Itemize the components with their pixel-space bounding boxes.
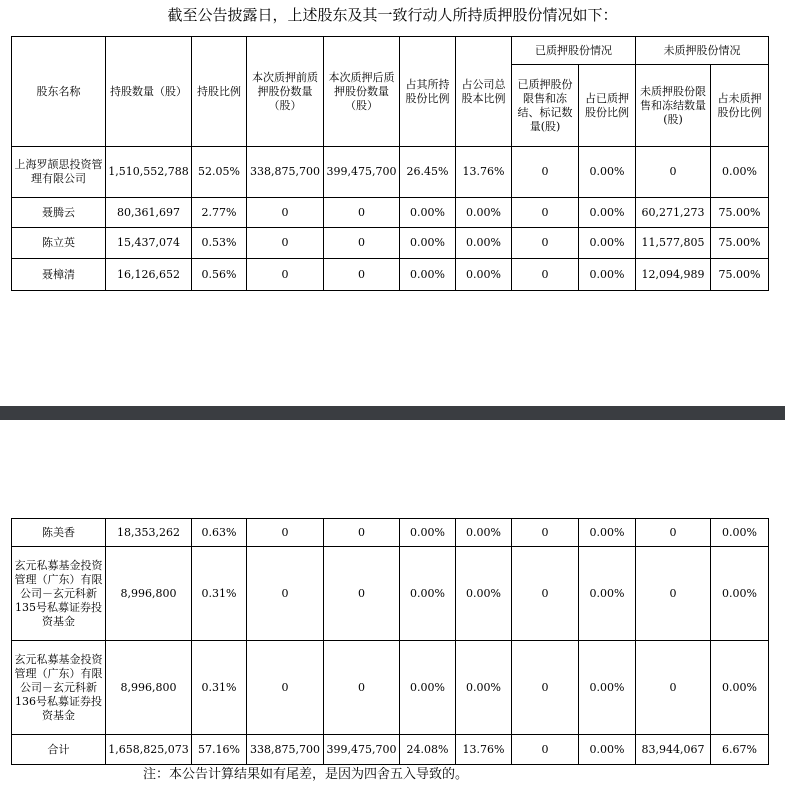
cell-before: 0 [247,547,324,641]
header-shares: 持股数量（股） [106,37,192,147]
cell-pledged-ratio: 0.00% [579,228,636,259]
cell-shares: 1,510,552,788 [106,147,192,198]
cell-name: 玄元私募基金投资管理（广东）有限公司－玄元科新135号私募证券投资基金 [12,547,106,641]
cell-before: 0 [247,641,324,735]
cell-of-own: 0.00% [400,228,456,259]
cell-of-total: 13.76% [456,735,512,765]
pledge-table-bottom [11,518,769,765]
cell-pledged-restricted: 0 [512,547,579,641]
cell-unpledged-restricted: 60,271,273 [636,198,711,228]
cell-of-total: 0.00% [456,228,512,259]
header-unpledged-ratio: 占未质押股份比例 [711,65,769,147]
cell-before: 0 [247,519,324,547]
header-unpledged-group: 未质押股份情况 [636,37,769,65]
cell-shares: 15,437,074 [106,228,192,259]
cell-name: 陈美香 [12,519,106,547]
header-ratio: 持股比例 [192,37,247,147]
cell-pledged-restricted: 0 [512,147,579,198]
cell-ratio: 52.05% [192,147,247,198]
cell-pledged-restricted: 0 [512,641,579,735]
cell-shares: 1,658,825,073 [106,735,192,765]
header-pledged-group: 已质押股份情况 [512,37,636,65]
cell-name: 合计 [12,735,106,765]
cell-ratio: 0.31% [192,547,247,641]
cell-after: 0 [324,259,400,291]
cell-of-total: 0.00% [456,641,512,735]
header-unpledged-restricted: 未质押股份限售和冻结数量(股) [636,65,711,147]
cell-unpledged-ratio: 75.00% [711,228,769,259]
cell-of-total: 0.00% [456,198,512,228]
cell-pledged-ratio: 0.00% [579,735,636,765]
cell-unpledged-restricted: 0 [636,547,711,641]
cell-ratio: 0.56% [192,259,247,291]
cell-after: 0 [324,228,400,259]
cell-shares: 16,126,652 [106,259,192,291]
cell-name: 聂腾云 [12,198,106,228]
cell-unpledged-ratio: 75.00% [711,198,769,228]
cell-pledged-restricted: 0 [512,259,579,291]
cell-of-own: 0.00% [400,547,456,641]
cell-unpledged-restricted: 12,094,989 [636,259,711,291]
cell-pledged-restricted: 0 [512,735,579,765]
cell-of-own: 0.00% [400,519,456,547]
page-break-divider [0,406,785,420]
cell-shares: 80,361,697 [106,198,192,228]
cell-of-total: 0.00% [456,519,512,547]
cell-pledged-ratio: 0.00% [579,519,636,547]
intro-text: 截至公告披露日，上述股东及其一致行动人所持质押股份情况如下： [167,6,618,24]
cell-of-own: 24.08% [400,735,456,765]
total-row [12,735,769,765]
cell-unpledged-restricted: 0 [636,519,711,547]
cell-pledged-ratio: 0.00% [579,641,636,735]
cell-after: 399,475,700 [324,147,400,198]
cell-unpledged-restricted: 0 [636,147,711,198]
cell-unpledged-restricted: 0 [636,641,711,735]
cell-before: 338,875,700 [247,735,324,765]
cell-after: 0 [324,547,400,641]
table-row [12,198,769,228]
cell-of-own: 0.00% [400,198,456,228]
cell-pledged-ratio: 0.00% [579,147,636,198]
cell-of-own: 0.00% [400,641,456,735]
cell-ratio: 57.16% [192,735,247,765]
table-row [12,547,769,641]
cell-unpledged-restricted: 11,577,805 [636,228,711,259]
table-row [12,259,769,291]
cell-pledged-ratio: 0.00% [579,198,636,228]
cell-after: 0 [324,198,400,228]
cell-unpledged-ratio: 0.00% [711,147,769,198]
cell-after: 0 [324,641,400,735]
table-bottom-body [12,519,769,765]
cell-unpledged-restricted: 83,944,067 [636,735,711,765]
header-pledged-ratio: 占已质押股份比例 [579,65,636,147]
cell-name: 聂樟清 [12,259,106,291]
header-before: 本次质押前质押股份数量（股） [247,37,324,147]
cell-unpledged-ratio: 75.00% [711,259,769,291]
cell-unpledged-ratio: 0.00% [711,547,769,641]
cell-ratio: 0.31% [192,641,247,735]
header-of-total: 占公司总股本比例 [456,37,512,147]
cell-ratio: 0.63% [192,519,247,547]
cell-pledged-ratio: 0.00% [579,547,636,641]
cell-ratio: 0.53% [192,228,247,259]
table-row [12,147,769,198]
cell-before: 338,875,700 [247,147,324,198]
cell-pledged-restricted: 0 [512,198,579,228]
cell-shares: 8,996,800 [106,547,192,641]
cell-pledged-ratio: 0.00% [579,259,636,291]
cell-before: 0 [247,259,324,291]
cell-of-own: 0.00% [400,259,456,291]
header-after: 本次质押后质押股份数量（股） [324,37,400,147]
table-row [12,228,769,259]
cell-unpledged-ratio: 0.00% [711,641,769,735]
cell-pledged-restricted: 0 [512,519,579,547]
pledge-table-top [11,36,769,291]
cell-of-total: 0.00% [456,547,512,641]
cell-after: 399,475,700 [324,735,400,765]
cell-of-total: 13.76% [456,147,512,198]
cell-before: 0 [247,228,324,259]
footnote: 注：本公告计算结果如有尾差，是因为四舍五入导致的。 [143,767,469,782]
cell-name: 陈立英 [12,228,106,259]
table-row [12,519,769,547]
cell-name: 玄元私募基金投资管理（广东）有限公司－玄元科新136号私募证券投资基金 [12,641,106,735]
table-row [12,641,769,735]
table-top-body [12,147,769,291]
cell-shares: 18,353,262 [106,519,192,547]
header-of-own: 占其所持股份比例 [400,37,456,147]
cell-before: 0 [247,198,324,228]
cell-unpledged-ratio: 6.67% [711,735,769,765]
cell-of-own: 26.45% [400,147,456,198]
cell-shares: 8,996,800 [106,641,192,735]
cell-after: 0 [324,519,400,547]
cell-unpledged-ratio: 0.00% [711,519,769,547]
cell-ratio: 2.77% [192,198,247,228]
cell-of-total: 0.00% [456,259,512,291]
cell-name: 上海罗颉思投资管理有限公司 [12,147,106,198]
header-pledged-restricted: 已质押股份限售和冻结、标记数量(股) [512,65,579,147]
header-name: 股东名称 [12,37,106,147]
cell-pledged-restricted: 0 [512,228,579,259]
